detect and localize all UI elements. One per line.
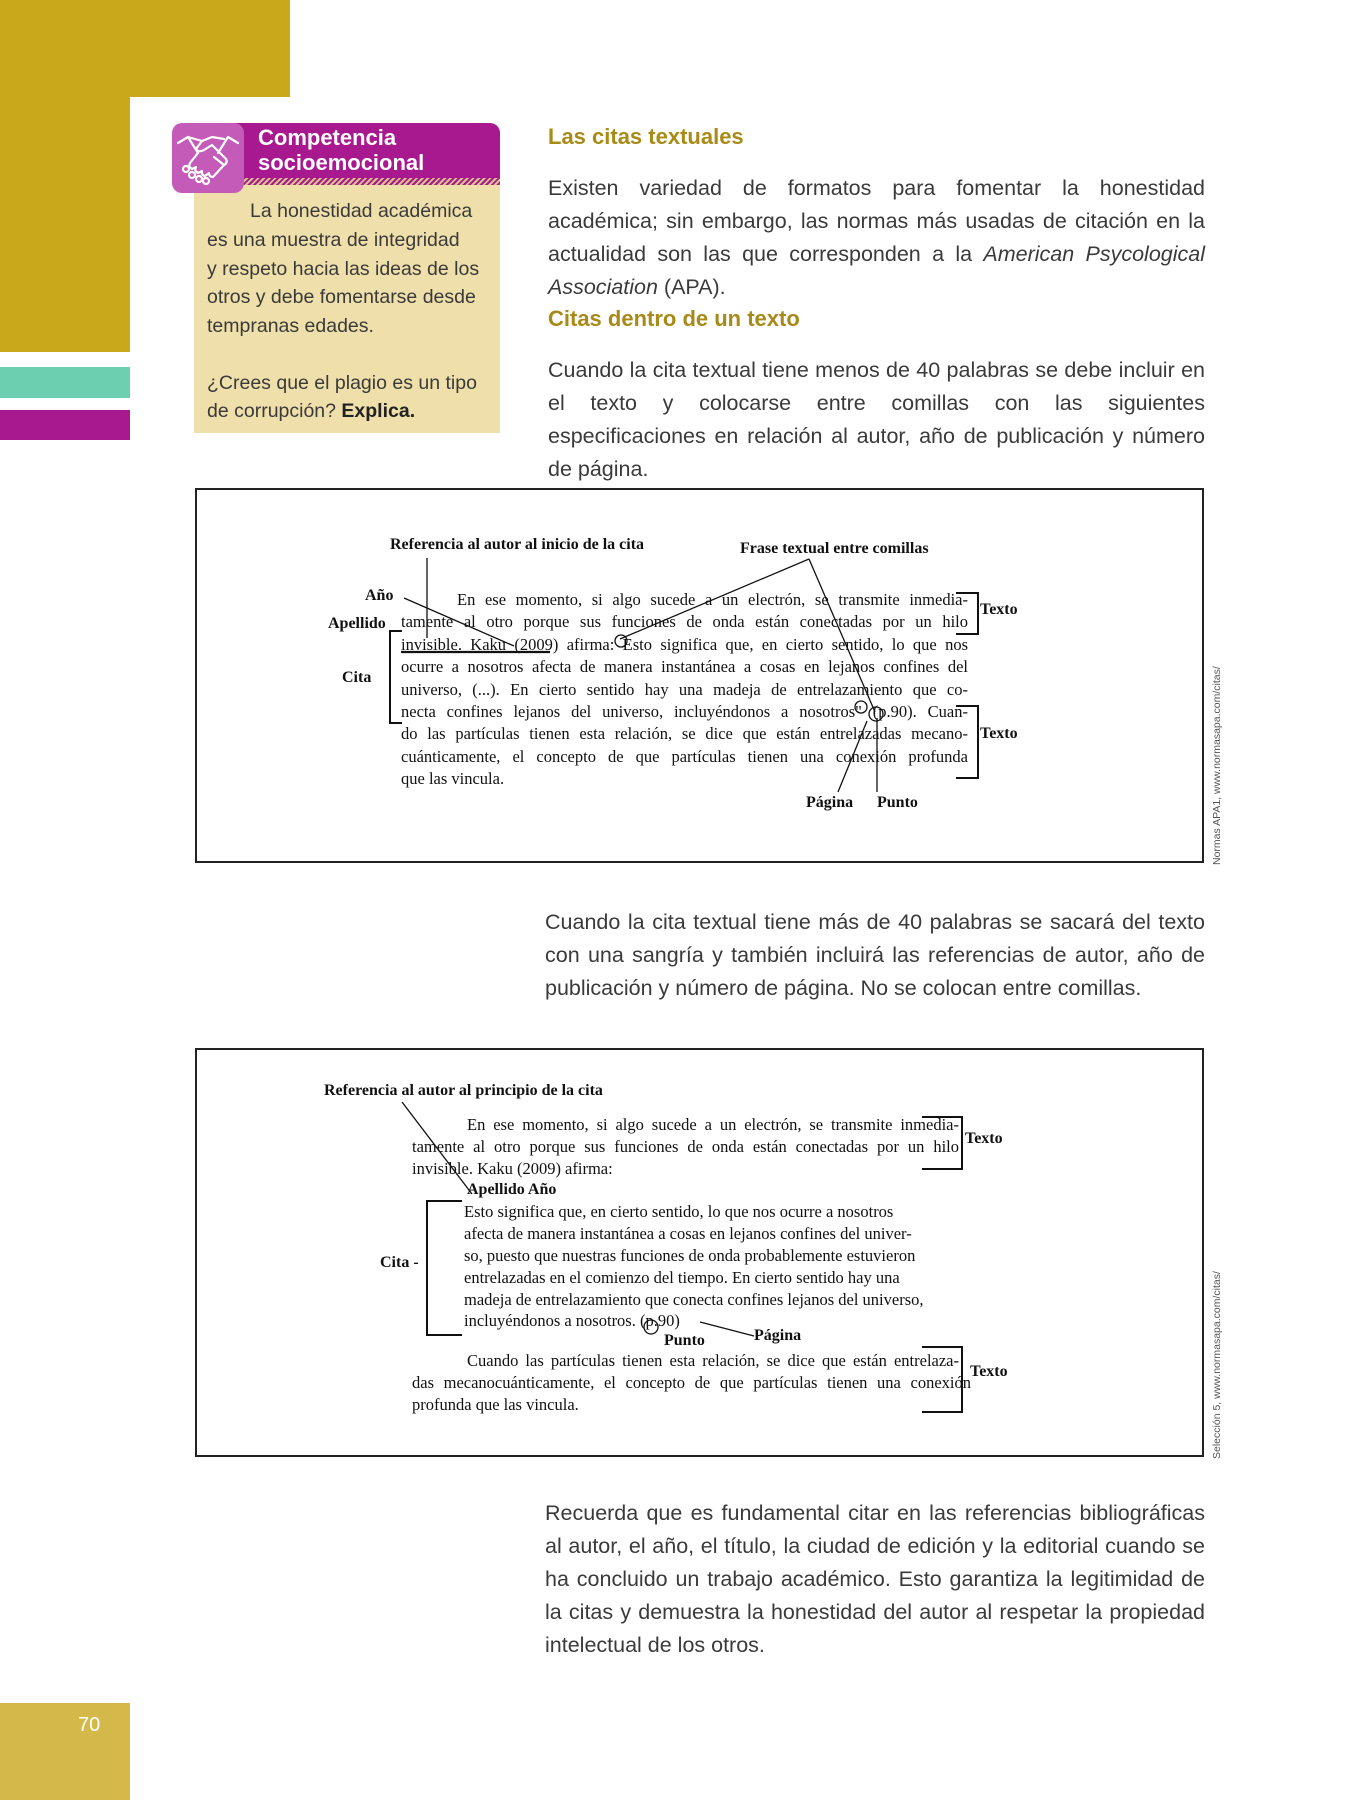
label-punto: Punto xyxy=(664,1332,705,1349)
quote-circle xyxy=(615,635,627,647)
figure-text-line: das mecanocuánticamente, el concepto de que partículas tienen una conexión xyxy=(412,1373,971,1392)
label-punto: Punto xyxy=(877,794,918,811)
bracket xyxy=(427,1201,462,1335)
label-anio: Año xyxy=(365,587,394,604)
label-apellido: Apellido xyxy=(328,615,386,632)
para-text: Existen variedad de formatos para fomentar la honestidad académica; sin embargo, las normas más usadas de citación en la actualidad son las que corresponden a la xyxy=(548,176,1205,266)
para-italic: American Psycological Association xyxy=(548,242,1205,299)
quote-line: madeja de entrelazamiento que conecta confines lejanos del universo, xyxy=(464,1290,924,1309)
label-pagina: Página xyxy=(754,1327,802,1344)
pointer-line xyxy=(404,598,514,646)
pointer-line xyxy=(620,559,809,639)
sidebar-text: y respeto hacia las ideas de los xyxy=(207,258,480,280)
figure-text-line: profunda que las vincula. xyxy=(412,1395,579,1414)
sidebar-text: es una muestra de integridad xyxy=(207,229,460,251)
pointer-line xyxy=(700,1322,754,1336)
page-number: 70 xyxy=(78,1714,101,1736)
label-frase: Frase textual entre comillas xyxy=(740,540,929,557)
sidebar-question-text: de corrupción? xyxy=(207,400,336,422)
sidebar-title: Competencia xyxy=(258,125,397,150)
quote-line: incluyéndonos a nosotros. (p.90) xyxy=(464,1311,680,1330)
label-texto: Texto xyxy=(965,1130,1003,1147)
heading-citas-dentro: Citas dentro de un texto xyxy=(548,306,800,331)
figure-text-line: invisible. Kaku (2009) afirma: Esto significa que, en cierto sentido, lo que nos xyxy=(401,635,968,654)
para-text: (APA). xyxy=(657,275,726,299)
quote-line: afecta de manera instantánea a cosas en lejanos confines del univer- xyxy=(464,1224,912,1243)
bracket xyxy=(922,1347,962,1412)
label-cita: Cita - xyxy=(380,1254,419,1271)
figure-text-line: En ese momento, si algo sucede a un electrón, se transmite inmedia- xyxy=(457,590,968,609)
sidebar-text: tempranas edades. xyxy=(207,315,374,337)
pointer-line xyxy=(402,1102,472,1194)
figure-text-line: En ese momento, si algo sucede a un electrón, se transmite inmedia- xyxy=(467,1115,959,1134)
quote-line: entrelazadas en el comienzo del tiempo. En cierto sentido hay una xyxy=(464,1268,900,1287)
sidebar-text: otros y debe fomentarse desde xyxy=(207,286,476,308)
paragraph-short-quotes: Cuando la cita textual tiene menos de 40 palabras se debe incluir en el texto y colocarse entre comillas con las siguientes especificaciones en relación al autor, año de publicación y número de página. xyxy=(548,358,1205,481)
sidebar-question: ¿Crees que el plagio es un tipo xyxy=(207,372,477,394)
label-apellido-anio: Apellido Año xyxy=(467,1181,557,1198)
label-texto: Texto xyxy=(980,601,1018,618)
figure-text-line: ocurre a nosotros afecta de manera instantánea a cosas en lejanos confines del xyxy=(401,657,968,676)
heading-citas-textuales: Las citas textuales xyxy=(548,124,744,149)
sidebar-title: socioemocional xyxy=(258,150,425,175)
quote-line: Esto significa que, en cierto sentido, lo que nos ocurre a nosotros xyxy=(464,1202,894,1221)
label-pagina: Página xyxy=(806,794,854,811)
paragraph-references: Recuerda que es fundamental citar en las referencias bibliográficas al autor, el año, el título, la ciudad de edición y la editorial cuando se ha concluido un trabajo académico. Esto garantiza la legitimidad de la citas y demuestra la honestidad del autor al respetar la propiedad intelectual de los otros. xyxy=(545,1501,1205,1657)
label-referencia: Referencia al autor al inicio de la cita xyxy=(390,536,645,553)
pointer-line xyxy=(838,721,867,792)
paragraph-long-quotes: Cuando la cita textual tiene más de 40 palabras se sacará del texto con una sangría y también incluirá las referencias de autor, año de publicación y número de página. No se colocan entre comillas. xyxy=(545,910,1205,1000)
bracket xyxy=(956,593,978,634)
bracket xyxy=(956,706,978,778)
figure-text-line: cuánticamente, el concepto de que partículas tienen una conexión profunda xyxy=(401,747,968,766)
figure-text-line: universo, (...). En cierto sentido hay una madeja de entrelazamiento que co- xyxy=(401,680,968,699)
sidebar-text: La honestidad académica xyxy=(250,200,473,222)
bracket xyxy=(922,1117,962,1169)
figure-credit: Selección 5, www.normasapa.com/citas/ xyxy=(1211,1271,1223,1459)
point-circle xyxy=(644,1320,658,1334)
figure-credit: Normas APA1, www.normasapa.com/citas/ xyxy=(1211,666,1223,865)
figure-text-line: do las partículas tienen esta relación, se dice que están entrelazadas mecano- xyxy=(401,724,968,743)
quote-line: so, puesto que nuestras funciones de onda probablemente estuvieron xyxy=(464,1246,916,1265)
figure-text-line: tamente al otro porque sus funciones de onda están conectadas por un hilo xyxy=(412,1137,959,1156)
pointer-line xyxy=(809,559,875,712)
figure-text-line: que las vincula. xyxy=(401,769,505,788)
sidebar-question-bold: Explica. xyxy=(341,400,416,422)
bracket xyxy=(390,631,402,723)
label-referencia: Referencia al autor al principio de la cita xyxy=(324,1082,603,1099)
figure-text-line: invisible. Kaku (2009) afirma: xyxy=(412,1159,613,1178)
label-texto: Texto xyxy=(970,1363,1008,1380)
quote-circle xyxy=(855,701,867,713)
point-circle xyxy=(869,707,883,721)
label-texto: Texto xyxy=(980,725,1018,742)
label-cita: Cita xyxy=(342,669,372,686)
figure-text-line: tamente al otro porque sus funciones de onda están conectadas por un hilo xyxy=(401,612,968,631)
figure-text-line: necta confines lejanos del universo, incluyéndonos a nosotros" (p.90). Cuan- xyxy=(401,702,968,721)
figure-text-line: Cuando las partículas tienen esta relación, se dice que están entrelaza- xyxy=(467,1351,959,1370)
